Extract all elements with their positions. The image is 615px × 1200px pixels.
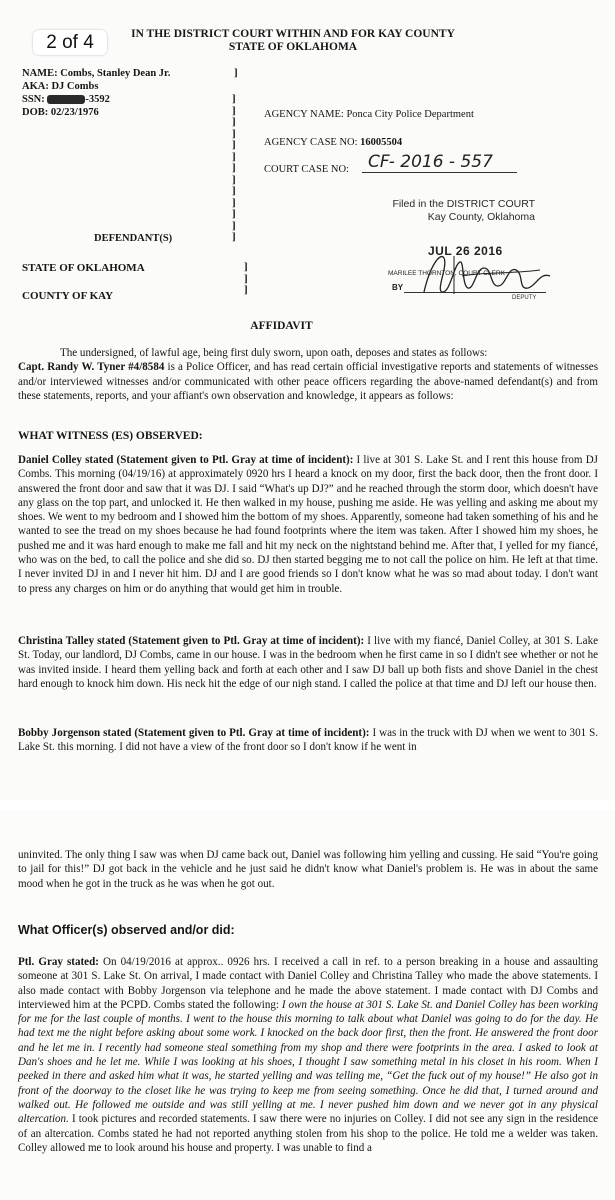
jorgenson-statement — [18, 726, 598, 755]
talley-lead: Christina Talley stated (Statement given to Ptl. Gray at time of incident): — [18, 635, 365, 647]
bracket-venue: ] ] ] — [244, 261, 248, 296]
affidavit-title: AFFIDAVIT — [250, 320, 313, 332]
gray-lead: Ptl. Gray stated: — [18, 956, 99, 968]
document-page-2 — [0, 810, 615, 1200]
intro-sworn: The undersigned, of lawful age, being first duly sworn, upon oath, deposes and states as follows: — [60, 347, 488, 359]
defendants-label: DEFENDANT(S) — [94, 233, 173, 244]
state-of-oklahoma: STATE OF OKLAHOMA — [22, 262, 145, 274]
gray-after: I took pictures and recorded statements. I saw there were no injuries on Colley. I did not see any sign in the residence of an altercation. Combs stated he had not reported anything stolen from his shop to the police. He told me a welder was taken. Colley allowed me to look around his house and property. I was unable to find a — [18, 1113, 598, 1154]
colley-lead: Daniel Colley stated (Statement given to Ptl. Gray at time of incident): — [18, 454, 354, 466]
agency-case-label: AGENCY CASE NO: — [264, 137, 358, 148]
intro-body: is a Police Officer, and has read certain official investigative reports and statements of witnesses and/or interviewed witnesses and/or communicated with other peace officers regarding the above-named defendant(s) and from these statements, reports, and your affiant's own observation and knowledge, it appears as follows: — [18, 361, 598, 402]
ssn-label: SSN: — [22, 94, 45, 105]
intro-paragraph — [18, 346, 598, 403]
gray-text: On 04/19/2016 at approx.. 0926 hrs. I received a call in ref. to a person breaking in a house and assaulting someone at 301 S. Lake St. On arrival, I made contact with Daniel Colley and Christina Talley who made the above statements. I also made contact with Bobby Jorgenson via telephone and he made the above statement. I made contact with DJ Combs and interviewed him at the PCPD. Combs stated the following: — [18, 956, 598, 1011]
defendant-name: NAME: Combs, Stanley Dean Jr. — [22, 68, 171, 79]
stamp-line-1: Filed in the DISTRICT COURT — [392, 198, 535, 210]
colley-statement — [18, 453, 598, 596]
officer-heading: What Officer(s) observed and/or did: — [18, 923, 235, 937]
stamp-by: BY — [392, 283, 404, 292]
page-separator — [0, 800, 615, 810]
agency-name: AGENCY NAME: Ponca City Police Department — [264, 109, 474, 120]
stamp-date: JUL 26 2016 — [428, 244, 503, 258]
court-case — [264, 164, 349, 175]
court-case-number-handwritten: CF- 2016 - 557 — [362, 152, 517, 173]
agency-case — [264, 137, 402, 148]
jorgenson-text: I was in the truck with DJ when we went to 301 S. Lake St. this morning. I did not have a view of the front door so I don't know if he went in — [18, 727, 598, 754]
stamp-clerk: MARILEE THORNTON, COURT CLERK — [388, 270, 505, 277]
county-of-kay: COUNTY OF KAY — [22, 290, 114, 302]
stamp-line-2: Kay County, Oklahoma — [427, 211, 535, 223]
combs-quote: I own the house at 301 S. Lake St. and Daniel Colley has been working for me for the last couple of months. I went to the house this morning to talk about what Daniel was going to do for the day. He had text me the night before asking about some work. I knocked on the back door first, then the front. He answered the front door and he let me in. I recently had someone steal something from my shop and there were footprints in the area. I asked to look at Dan's shoes and he let me. While I was looking at his shoes, I thought I saw something metal in his closet in his room. When I peeked in there and asked him what it was, he started yelling and was telling me, “Get the fuck out of my house!” He also got in front of the doorway to the closet like he was trying to keep me from seeing something. Once he did that, I turned around and walked out. He followed me outside and was still yelling at me. I never pushed him down and we never got in any physical altercation. — [18, 998, 598, 1126]
stamp-deputy: DEPUTY — [512, 295, 537, 301]
agency-case-number: 16005504 — [360, 137, 403, 148]
deputy-signature — [410, 246, 560, 302]
ssn-redaction — [47, 95, 85, 104]
talley-statement — [18, 634, 598, 691]
affiant-officer: Capt. Randy W. Tyner #4/8584 — [18, 361, 165, 374]
filed-stamp — [355, 198, 535, 224]
court-heading-line-1: IN THE DISTRICT COURT WITHIN AND FOR KAY COUNTY — [131, 28, 455, 40]
court-heading — [128, 28, 458, 54]
bracket: ] — [234, 67, 238, 79]
defendant-ssn — [22, 94, 110, 105]
witness-heading: WHAT WITNESS (ES) OBSERVED: — [18, 430, 203, 442]
court-case-label: COURT CASE NO: — [264, 164, 349, 175]
ssn-tail: -3592 — [85, 94, 110, 105]
jorgenson-continuation: uninvited. The only thing I saw was when DJ came back out, Daniel was following him yelling and cussing. He said “You're going to jail for this!” DJ got back in the vehicle and he just said he didn't know what Daniel's problem is. He was in about the same mood when he got in the truck as he was when he got out. — [18, 849, 598, 890]
defendant-dob: DOB: 02/23/1976 — [22, 107, 99, 118]
gray-statement — [18, 955, 598, 1155]
bracket-column: ] ] ] ] ] ] ] ] ] ] ] ] ] — [232, 93, 236, 243]
court-heading-line-2: STATE OF OKLAHOMA — [228, 41, 358, 53]
page-counter-badge: 2 of 4 — [33, 30, 107, 55]
colley-text: I live at 301 S. Lake St. and I rent this house from DJ Combs. This morning (04/19/16) at approximately 0920 hrs I heard a knock on my door, first the back door, then the front door. I answered the front door and saw that it was DJ. I said “What's up DJ?” and he reached through the storm door, which doesn't have any glass on the top part, and unlocked it. He then walked in my house, pushing me aside. He was yelling and asking me about my shoes. We went to my bedroom and I showed him the bottom of my shoes. Apparently, someone had taken something of his and he wanted to see the tread on my shoes because he had found footprints where the item was taken. After I showed him my shoes, he pushed me and it was hard enough to make me fall and hit my neck on the nightstand behind me. After that, I yelled for my fiancé, who was on the bed, to call the police and she did so. DJ then started begging me to not call the police on him. He left at that time. I never invited DJ in and I never hit him. DJ and I are good friends so I don't know what he was so mad about today. I don't want to press any charges on him or do anything that would get him in trouble. — [18, 454, 598, 595]
defendant-aka: AKA: DJ Combs — [22, 81, 99, 92]
jorgenson-lead: Bobby Jorgenson stated (Statement given to Ptl. Gray at time of incident): — [18, 727, 370, 739]
talley-text: I live with my fiancé, Daniel Colley, at 301 S. Lake St. Today, our landlord, DJ Combs, came in our house. I was in the bedroom when he first came in so I didn't see whether or not he was invited inside. I heard them yelling back and forth at each other and I saw DJ ball up both fists and shove Daniel in the chest hard enough to knock him down. His neck hit the edge of our nigh stand. I called the police at that time and DJ left our house then. — [18, 635, 598, 690]
